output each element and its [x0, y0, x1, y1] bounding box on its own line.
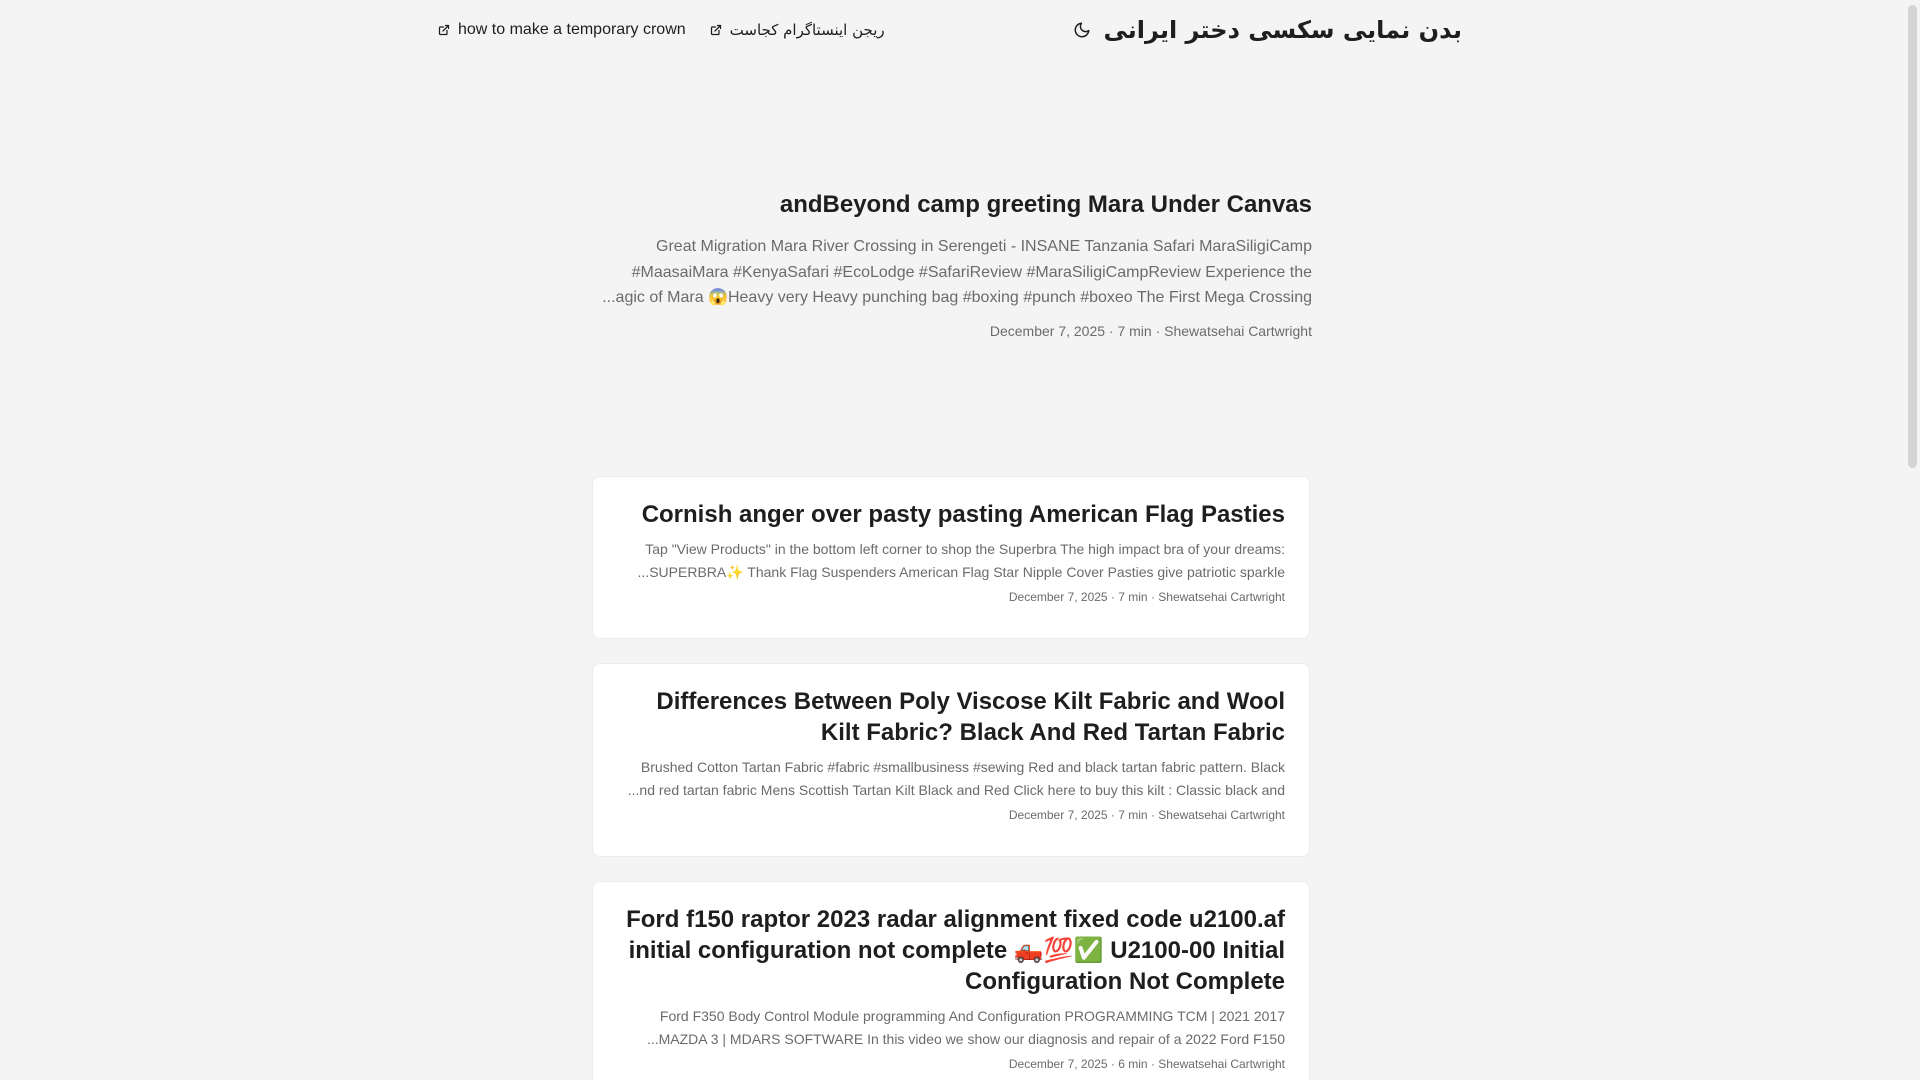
header-nav	[438, 21, 885, 39]
post-card[interactable]	[592, 663, 1310, 857]
post-meta: December 7, 2025 · 7 min · Shewatsehai Cartwright	[1008, 590, 1285, 604]
hero-summary	[592, 234, 1312, 311]
post-summary-line: Brushed Cotton Tartan Fabric #fabric #smallbusiness #sewing Red and black tartan fabric pattern. Black	[640, 759, 1285, 775]
nav-link-temporary-crown[interactable]	[438, 21, 686, 39]
post-card[interactable]	[592, 881, 1310, 1080]
nav-link-label: how to make a temporary crown	[458, 21, 686, 38]
theme-toggle-button[interactable]	[1072, 20, 1092, 40]
hero-summary-line: ...agic of Mara 😱Heavy very Heavy punching bag #boxing #punch #boxeo The First Mega Crossing	[602, 289, 1312, 306]
hero-summary-line: #MaasaiMara #KenyaSafari #EcoLodge #SafariReview #MaraSiligiCampReview Experience the	[631, 263, 1312, 281]
vertical-scrollbar[interactable]	[1905, 0, 1920, 1080]
site-logo[interactable]: بدن نمایی سکسی دختر ایرانی	[1103, 16, 1462, 44]
post-summary-line: Tap "View Products" in the bottom left corner to shop the Superbra The high impact bra of your dreams:	[645, 541, 1285, 557]
hero-meta: December 7, 2025 · 7 min · Shewatsehai Cartwright	[989, 322, 1312, 339]
external-link-icon	[438, 24, 450, 36]
post-summary-line: Ford F350 Body Control Module programming And Configuration PROGRAMMING TCM | 2021 2017	[659, 1008, 1285, 1024]
external-link-icon	[710, 24, 722, 36]
post-summary-line: ...MAZDA 3 | MDARS SOFTWARE In this video we show our diagnosis and repair of a 2022 Ford F150	[646, 1031, 1285, 1047]
post-meta: December 7, 2025 · 7 min · Shewatsehai Cartwright	[1008, 808, 1285, 822]
scrollbar-thumb[interactable]	[1908, 5, 1917, 468]
logo-group	[1072, 16, 1462, 44]
post-summary	[617, 1005, 1285, 1051]
site-header	[438, 0, 1462, 60]
post-card[interactable]	[592, 476, 1310, 639]
post-meta: December 7, 2025 · 6 min · Shewatsehai Cartwright	[1008, 1057, 1285, 1071]
post-title[interactable]: Ford f150 raptor 2023 radar alignment fixed code u2100.af initial configuration not complete 🛻💯✅ U2100-00 Initial Configuration Not Complete	[626, 906, 1285, 995]
post-summary	[617, 538, 1285, 584]
hero-title: andBeyond camp greeting Mara Under Canvas	[779, 191, 1312, 218]
nav-link-instagram-region[interactable]	[710, 21, 885, 39]
post-title[interactable]: Cornish anger over pasty pasting American Flag Pasties	[641, 501, 1285, 528]
post-summary-line: ...SUPERBRA✨ Thank Flag Suspenders American Flag Star Nipple Cover Pasties give patriotic sparkle	[637, 564, 1285, 580]
hero-summary-line: Great Migration Mara River Crossing in Serengeti - INSANE Tanzania Safari MaraSiligiCamp	[656, 238, 1312, 255]
post-summary	[617, 756, 1285, 802]
moon-icon	[1073, 21, 1091, 39]
home-info	[592, 186, 1312, 339]
post-title[interactable]: Differences Between Poly Viscose Kilt Fabric and Wool Kilt Fabric? Black And Red Tartan Fabric	[656, 688, 1285, 746]
post-summary-line: ...nd red tartan fabric Mens Scottish Tartan Kilt Black and Red Click here to buy this kilt : Classic black and	[627, 782, 1285, 798]
nav-link-label: ریجن اینستاگرام کجاست	[729, 21, 885, 39]
